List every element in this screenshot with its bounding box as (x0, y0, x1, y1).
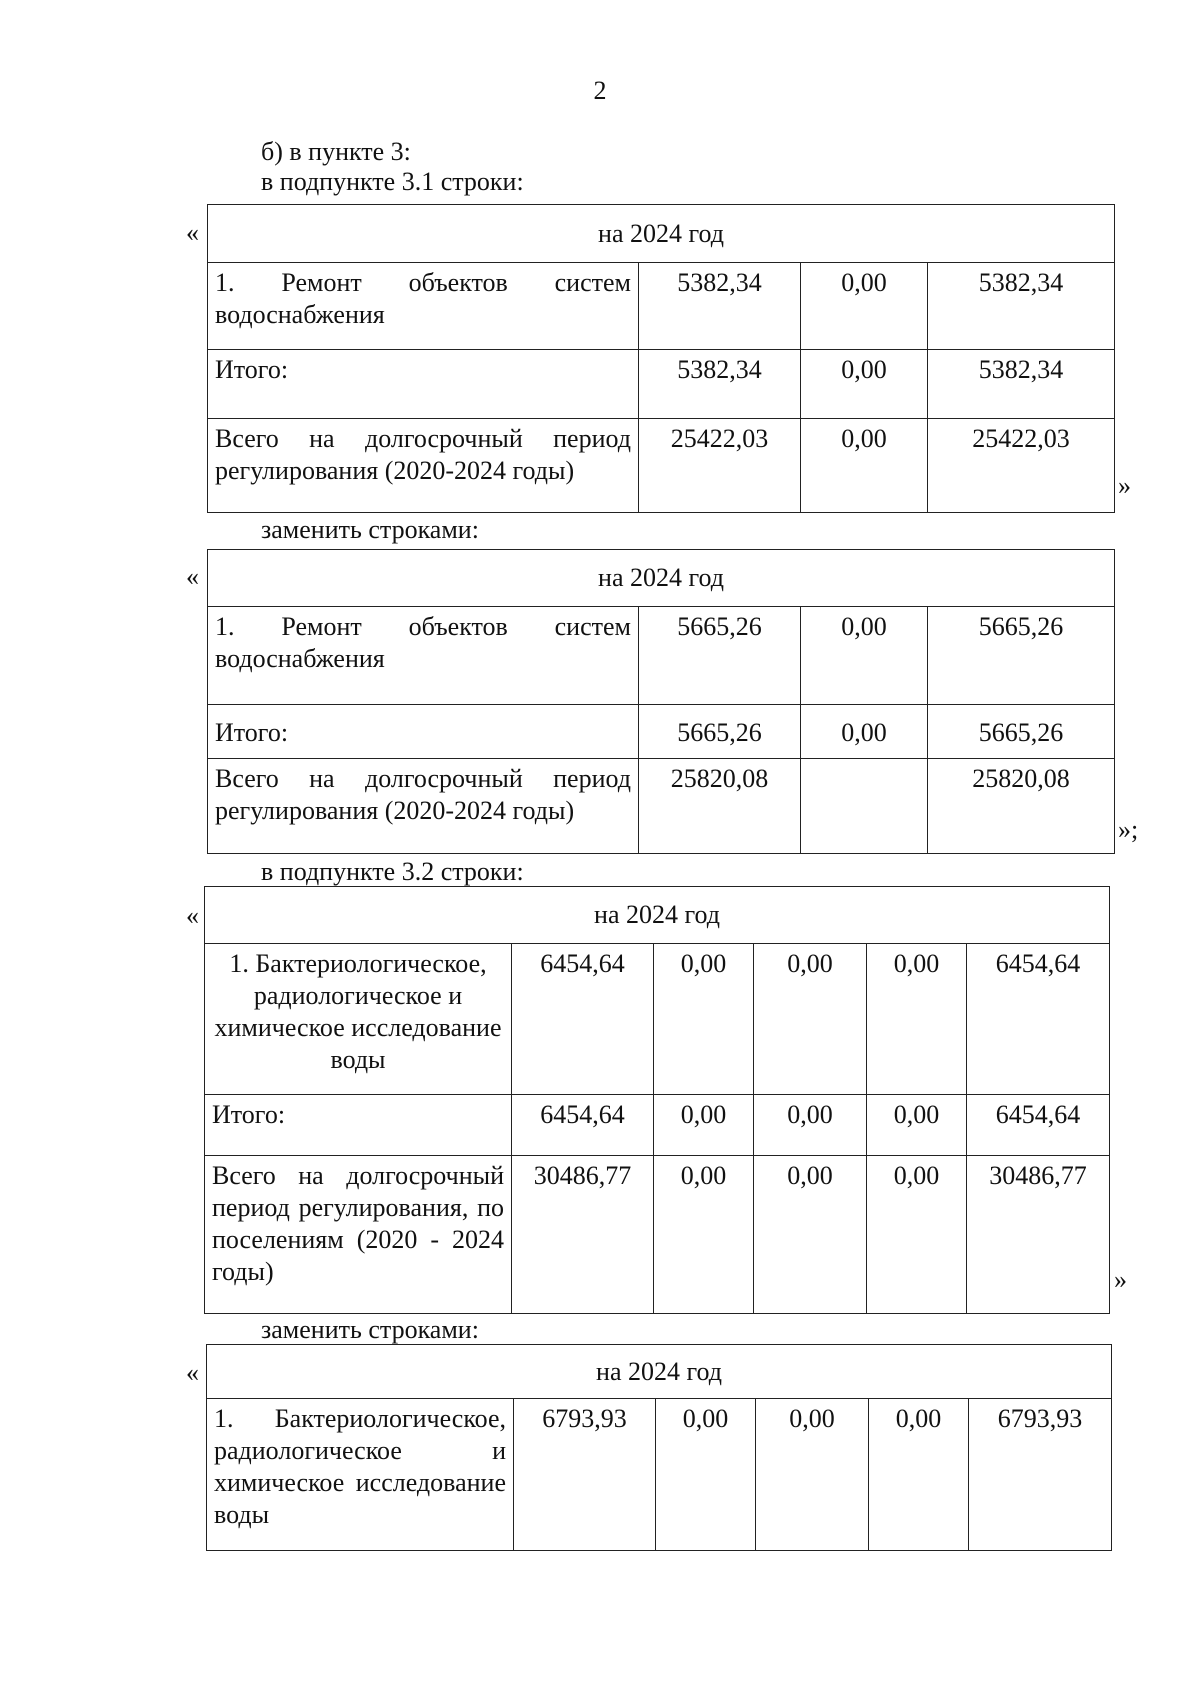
value-cell: 5665,26 (639, 705, 801, 759)
table-row (205, 944, 1110, 1095)
value-cell: 6454,64 (512, 944, 654, 1095)
table-row (208, 607, 1115, 705)
table-header: на 2024 год (208, 205, 1115, 263)
value-cell: 0,00 (867, 1095, 967, 1156)
value-cell: 0,00 (654, 1095, 754, 1156)
value-cell: 25820,08 (639, 759, 801, 854)
value-cell: 0,00 (654, 1156, 754, 1314)
close-quote: » (1114, 1265, 1127, 1294)
table-row (205, 1156, 1110, 1314)
value-cell: 6454,64 (512, 1095, 654, 1156)
value-cell: 6454,64 (967, 944, 1110, 1095)
row-label: 1. Бактериологическое, радиологическое и химическое исследование воды (205, 944, 512, 1095)
value-cell: 0,00 (754, 1095, 867, 1156)
value-cell: 25422,03 (928, 419, 1115, 513)
value-cell: 0,00 (654, 944, 754, 1095)
value-cell: 5382,34 (639, 350, 801, 419)
value-cell: 5382,34 (639, 263, 801, 350)
replace-label: заменить строками: (261, 1315, 479, 1344)
page-number: 2 (593, 76, 607, 105)
table-row (208, 759, 1115, 854)
row-label: Итого: (208, 705, 639, 759)
value-cell: 0,00 (869, 1399, 969, 1551)
replace-label: заменить строками: (261, 515, 479, 544)
table-row (207, 1399, 1112, 1551)
value-cell: 25422,03 (639, 419, 801, 513)
value-cell: 5382,34 (928, 350, 1115, 419)
table-header: на 2024 год (205, 887, 1110, 944)
value-cell: 0,00 (801, 705, 928, 759)
table-row (208, 350, 1115, 419)
value-cell: 5382,34 (928, 263, 1115, 350)
value-cell: 0,00 (801, 350, 928, 419)
value-cell: 0,00 (801, 607, 928, 705)
row-label: Всего на долгосрочный период регулирования, по поселениям (2020 - 2024 годы) (205, 1156, 512, 1314)
row-label: 1. Ремонт объектов систем водоснабжения (208, 263, 639, 350)
table-row (208, 705, 1115, 759)
value-cell: 30486,77 (967, 1156, 1110, 1314)
intro-line-subpoint-3-1: в подпункте 3.1 строки: (261, 167, 524, 196)
row-label: Всего на долгосрочный период регулирования (2020-2024 годы) (208, 419, 639, 513)
value-cell: 5665,26 (928, 607, 1115, 705)
table-header: на 2024 год (208, 550, 1115, 607)
subpoint-3-2-label: в подпункте 3.2 строки: (261, 857, 524, 886)
close-quote-semicolon: »; (1118, 815, 1139, 844)
value-cell: 0,00 (754, 944, 867, 1095)
table-row (205, 1095, 1110, 1156)
value-cell: 0,00 (867, 1156, 967, 1314)
open-quote: « (186, 1358, 199, 1387)
value-cell: 0,00 (867, 944, 967, 1095)
value-cell: 6793,93 (514, 1399, 656, 1551)
value-cell: 5665,26 (639, 607, 801, 705)
value-cell: 6454,64 (967, 1095, 1110, 1156)
table-row (208, 419, 1115, 513)
table-3-1-old (207, 204, 1115, 513)
value-cell: 0,00 (754, 1156, 867, 1314)
open-quote: « (186, 218, 199, 247)
table-row (208, 263, 1115, 350)
value-cell: 5665,26 (928, 705, 1115, 759)
table-header: на 2024 год (207, 1345, 1112, 1399)
row-label: Итого: (205, 1095, 512, 1156)
row-label: 1. Ремонт объектов систем водоснабжения (208, 607, 639, 705)
value-cell: 0,00 (756, 1399, 869, 1551)
value-cell: 25820,08 (928, 759, 1115, 854)
row-label: 1. Бактериологическое, радиологическое и химическое исследование воды (207, 1399, 514, 1551)
close-quote: » (1118, 471, 1131, 500)
value-cell (801, 759, 928, 854)
intro-line-item-b: б) в пункте 3: (261, 137, 411, 166)
row-label: Всего на долгосрочный период регулирования (2020-2024 годы) (208, 759, 639, 854)
value-cell: 6793,93 (969, 1399, 1112, 1551)
open-quote: « (186, 901, 199, 930)
table-3-2-old (204, 886, 1110, 1314)
value-cell: 0,00 (656, 1399, 756, 1551)
value-cell: 0,00 (801, 263, 928, 350)
table-3-1-new (207, 549, 1115, 854)
row-label: Итого: (208, 350, 639, 419)
value-cell: 30486,77 (512, 1156, 654, 1314)
open-quote: « (186, 562, 199, 591)
table-3-2-new (206, 1344, 1112, 1551)
value-cell: 0,00 (801, 419, 928, 513)
